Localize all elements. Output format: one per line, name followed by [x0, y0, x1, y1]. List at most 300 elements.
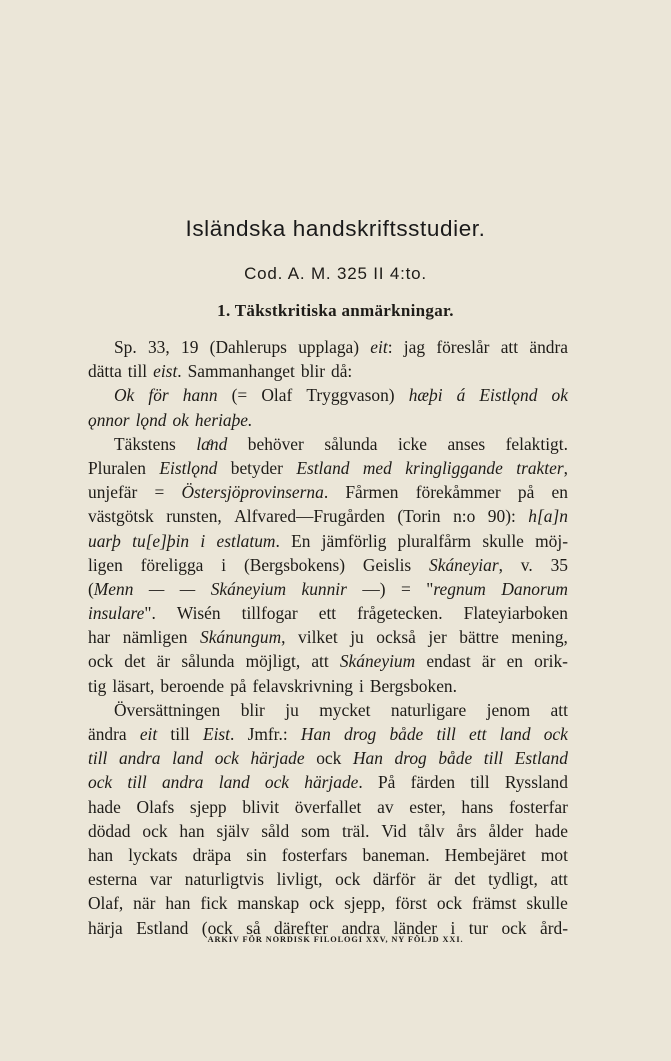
roman-text: hade	[535, 820, 568, 841]
word	[377, 795, 393, 819]
text-line	[88, 698, 568, 722]
word	[340, 649, 415, 673]
italic-text: ock	[264, 772, 290, 793]
word	[248, 432, 304, 456]
word	[185, 867, 264, 891]
word	[153, 359, 182, 383]
italic-text: —	[179, 578, 196, 599]
roman-text: jämförlig	[321, 530, 387, 551]
italic-text: både	[389, 724, 424, 744]
word	[500, 722, 531, 746]
word	[232, 383, 248, 407]
word	[552, 383, 568, 407]
word	[172, 408, 188, 432]
roman-text: 33,	[147, 337, 170, 357]
word	[282, 843, 348, 867]
word	[398, 529, 471, 553]
word	[88, 649, 113, 673]
word	[160, 674, 224, 698]
roman-text: icke	[397, 433, 427, 454]
word	[219, 770, 250, 794]
word	[359, 674, 364, 698]
roman-text: manskap	[237, 893, 300, 914]
word	[505, 770, 568, 794]
word	[246, 843, 266, 867]
italic-text: trakter	[516, 457, 564, 478]
word	[479, 383, 537, 407]
roman-text: Olafs	[136, 796, 175, 817]
word	[409, 383, 443, 407]
word	[301, 722, 331, 746]
word	[506, 432, 568, 456]
word	[482, 649, 496, 673]
roman-text: .	[358, 772, 363, 793]
word	[487, 698, 530, 722]
word	[357, 601, 442, 625]
word	[429, 553, 503, 577]
word	[409, 795, 445, 819]
word	[88, 867, 137, 891]
word	[464, 601, 568, 625]
word	[306, 383, 394, 407]
roman-text: blir	[240, 699, 265, 720]
roman-text: på	[517, 482, 535, 503]
italic-text: eit	[139, 724, 158, 744]
word	[453, 504, 475, 528]
text-line	[88, 383, 568, 407]
roman-text: ju	[285, 699, 299, 720]
word	[261, 819, 289, 843]
roman-text: Vid	[381, 820, 407, 841]
word	[472, 891, 516, 915]
word	[190, 795, 227, 819]
word	[216, 819, 249, 843]
word	[242, 795, 279, 819]
word	[401, 577, 411, 601]
roman-text: Fårmen	[345, 482, 399, 503]
text-line	[88, 359, 568, 383]
word	[461, 795, 493, 819]
roman-text: ock	[88, 651, 114, 672]
word	[217, 529, 280, 553]
roman-text: att	[550, 699, 568, 720]
word	[200, 625, 286, 649]
roman-text: en	[551, 482, 568, 503]
word	[551, 553, 568, 577]
roman-text: till	[127, 361, 148, 382]
word	[88, 819, 131, 843]
roman-text: det	[454, 869, 476, 890]
word	[389, 722, 423, 746]
word	[316, 746, 341, 770]
roman-text: ,	[281, 627, 286, 648]
italic-text: land	[499, 724, 531, 744]
word	[88, 553, 123, 577]
roman-text: fick	[200, 893, 228, 914]
italic-text: laͦnd	[196, 433, 228, 454]
roman-text: tig	[88, 675, 107, 696]
word	[378, 770, 395, 794]
roman-text: Flateyiarboken	[463, 603, 568, 624]
word	[188, 359, 295, 383]
roman-text: främst	[471, 893, 517, 914]
roman-text: ,	[563, 457, 568, 478]
word	[398, 432, 427, 456]
word	[112, 674, 154, 698]
word	[528, 504, 568, 528]
word	[196, 432, 227, 456]
text-line	[88, 504, 568, 528]
word	[426, 649, 470, 673]
word	[534, 649, 568, 673]
word	[324, 432, 377, 456]
word	[119, 746, 161, 770]
word	[509, 795, 568, 819]
roman-text: att	[311, 651, 329, 672]
word	[230, 674, 246, 698]
roman-text: blivit	[242, 796, 280, 817]
text-line	[88, 746, 568, 770]
roman-text: på	[230, 675, 247, 696]
roman-text: ock	[436, 893, 463, 914]
word	[311, 649, 328, 673]
text-line	[88, 819, 568, 843]
word	[456, 819, 476, 843]
roman-text: också	[376, 627, 416, 648]
word	[438, 746, 472, 770]
word	[298, 625, 338, 649]
roman-text: ock	[142, 820, 168, 841]
word	[370, 335, 392, 359]
word	[234, 504, 385, 528]
italic-text: —	[148, 578, 165, 599]
word	[88, 408, 130, 432]
roman-text: mening,	[511, 627, 568, 648]
roman-text: såld	[261, 820, 290, 841]
word	[436, 335, 489, 359]
text-line	[88, 770, 568, 794]
word	[165, 891, 190, 915]
word	[246, 649, 301, 673]
roman-text: mot	[540, 844, 568, 865]
word	[162, 770, 204, 794]
italic-text: Östersjöprovinserna	[181, 482, 324, 503]
italic-text: till	[127, 772, 147, 793]
word	[445, 843, 526, 867]
italic-text: ok	[172, 409, 189, 430]
word	[507, 649, 523, 673]
italic-text: hæþi	[408, 385, 443, 406]
word	[319, 698, 370, 722]
roman-text: esterna	[88, 869, 138, 890]
roman-text: möjligt,	[245, 651, 301, 672]
roman-text: livligt,	[276, 869, 323, 890]
roman-text: av	[377, 796, 394, 817]
roman-text: ock	[335, 869, 361, 890]
word	[261, 383, 292, 407]
roman-text: =	[154, 482, 165, 503]
roman-text: att	[500, 337, 519, 357]
word	[535, 529, 568, 553]
roman-text: Alfvared—Frugården	[234, 506, 385, 527]
text-line	[88, 577, 568, 601]
roman-text: betyder	[230, 457, 283, 478]
roman-text: anses	[447, 433, 486, 454]
word	[518, 480, 534, 504]
text-line	[88, 843, 568, 867]
roman-text: Bergsboken.	[369, 675, 457, 696]
roman-text: färden	[410, 772, 456, 793]
roman-text: orik-	[534, 651, 568, 672]
word	[544, 722, 568, 746]
word	[363, 553, 411, 577]
word	[447, 432, 485, 456]
word	[381, 819, 406, 843]
section-heading: 1. Täkstkritiska anmärkningar.	[217, 301, 454, 320]
word	[88, 601, 156, 625]
roman-text: Tryggvason)	[306, 385, 395, 406]
roman-text: är	[428, 869, 442, 890]
word	[183, 383, 218, 407]
roman-text: jag	[403, 337, 426, 357]
word	[154, 480, 164, 504]
italic-text: Ok	[114, 385, 135, 406]
roman-text: Wisén	[176, 603, 221, 624]
word	[301, 819, 330, 843]
word	[344, 891, 385, 915]
word	[181, 480, 328, 504]
roman-text: Geislis	[362, 554, 412, 575]
italic-text: till	[483, 748, 504, 769]
roman-text: =	[401, 578, 411, 599]
roman-text: (=	[231, 385, 248, 406]
roman-text: .	[177, 361, 182, 382]
italic-text: Skáneyiar	[429, 554, 499, 575]
word	[395, 746, 427, 770]
word	[469, 722, 486, 746]
italic-text: lǫnd	[135, 409, 167, 430]
italic-text: andra	[161, 772, 204, 793]
word	[488, 504, 516, 528]
word	[551, 698, 568, 722]
word	[142, 819, 167, 843]
italic-text: land	[172, 748, 204, 769]
roman-text: v.	[520, 554, 533, 575]
word	[166, 504, 222, 528]
word	[150, 867, 172, 891]
word	[170, 722, 189, 746]
italic-text: ock	[88, 772, 113, 793]
word	[179, 819, 204, 843]
roman-text: jenom	[486, 699, 531, 720]
roman-text: i	[450, 917, 456, 938]
roman-text: till	[170, 724, 190, 744]
word	[181, 335, 198, 359]
italic-text: h[a]n	[528, 506, 568, 527]
italic-text: land	[218, 772, 250, 793]
text-line	[88, 408, 568, 432]
word	[319, 601, 336, 625]
italic-text: eist	[153, 361, 178, 382]
word	[180, 577, 195, 601]
word	[253, 674, 353, 698]
italic-text: ock	[214, 748, 239, 769]
body-text	[88, 335, 568, 940]
word	[193, 843, 232, 867]
word	[437, 891, 462, 915]
word	[376, 625, 416, 649]
roman-text: förekåmmer	[415, 482, 501, 503]
roman-text: tillfogar	[241, 603, 298, 624]
word	[148, 335, 170, 359]
italic-text: Eistlǫnd	[159, 457, 218, 478]
roman-text: han	[88, 844, 114, 865]
word	[88, 722, 127, 746]
word	[411, 770, 455, 794]
text-line	[88, 335, 568, 359]
roman-text: 90):	[487, 506, 516, 527]
word	[296, 456, 349, 480]
word	[488, 819, 523, 843]
roman-text: andra	[341, 917, 381, 938]
italic-text: drog	[394, 748, 427, 769]
text-line	[88, 529, 568, 553]
text-line	[88, 649, 568, 673]
roman-text: :	[387, 337, 393, 357]
roman-text: ock	[309, 893, 335, 914]
word	[416, 480, 501, 504]
roman-text: föreslår	[436, 337, 490, 357]
word	[128, 843, 177, 867]
roman-text: runsten,	[166, 506, 222, 527]
roman-text: är	[481, 651, 496, 672]
roman-text: skulle	[482, 530, 524, 551]
roman-text: pluralfårm	[397, 530, 472, 551]
roman-text: behöver	[247, 433, 304, 454]
word	[128, 359, 147, 383]
word	[516, 456, 568, 480]
roman-text: n:o	[453, 506, 476, 527]
roman-text: Sammanhanget	[187, 361, 295, 382]
roman-text: naturligare	[390, 699, 467, 720]
roman-text: överfallet	[294, 796, 362, 817]
roman-text: .	[323, 482, 329, 503]
word	[454, 867, 475, 891]
roman-text: sålunda	[324, 433, 378, 454]
word	[88, 456, 146, 480]
word	[88, 359, 122, 383]
word	[157, 649, 171, 673]
roman-text: felavskrivning	[252, 675, 353, 696]
roman-text: dödad	[88, 820, 131, 841]
word	[88, 674, 106, 698]
italic-text: ok	[551, 385, 568, 406]
word	[123, 625, 188, 649]
word	[344, 722, 376, 746]
word	[309, 891, 334, 915]
italic-text: heriaþe.	[194, 409, 253, 430]
roman-text: ändra	[529, 337, 568, 357]
italic-text: för	[148, 385, 169, 406]
word	[242, 601, 298, 625]
roman-text: upplaga)	[298, 337, 360, 357]
roman-text: ård-	[540, 917, 568, 938]
roman-text: att	[550, 869, 568, 890]
roman-text: han	[179, 820, 205, 841]
word	[488, 867, 538, 891]
roman-text: har	[88, 627, 111, 648]
roman-text: sin	[246, 844, 267, 865]
roman-text: sjepp,	[344, 893, 386, 914]
word	[88, 843, 113, 867]
roman-text: är	[156, 651, 171, 672]
roman-text: Olaf,	[88, 893, 124, 914]
roman-text: felaktigt.	[505, 433, 568, 454]
word	[136, 408, 167, 432]
roman-text: sjepp	[189, 796, 227, 817]
roman-text: en	[506, 651, 523, 672]
text-line	[88, 553, 568, 577]
word	[418, 819, 444, 843]
word	[181, 649, 234, 673]
italic-text: kunnir	[301, 578, 347, 599]
word	[304, 770, 362, 794]
word	[148, 383, 168, 407]
roman-text: fosterfars	[281, 844, 348, 865]
word	[345, 480, 398, 504]
word	[124, 649, 145, 673]
word	[114, 383, 134, 407]
word	[88, 746, 107, 770]
word	[265, 770, 289, 794]
roman-text: sålunda	[181, 651, 235, 672]
roman-text: (	[88, 578, 94, 599]
italic-text: härjade	[250, 748, 305, 769]
roman-text: Hembejäret	[444, 844, 526, 865]
word	[159, 456, 217, 480]
roman-text: endast	[426, 651, 471, 672]
roman-text: i	[221, 554, 227, 575]
roman-text: beroende	[160, 675, 225, 696]
roman-text: till	[470, 772, 490, 793]
word	[436, 722, 455, 746]
word	[428, 867, 442, 891]
word	[426, 577, 486, 601]
word	[141, 553, 204, 577]
roman-text: hans	[461, 796, 494, 817]
roman-text: naturligtvis	[184, 869, 264, 890]
word	[362, 843, 429, 867]
roman-text: ester,	[409, 796, 446, 817]
word	[350, 625, 364, 649]
italic-text: regnum	[433, 578, 486, 599]
roman-text: dräpa	[192, 844, 232, 865]
roman-text: läsart,	[112, 675, 155, 696]
italic-text: Estland	[514, 748, 568, 769]
italic-text: hann	[182, 385, 218, 406]
roman-text: ju	[350, 627, 364, 648]
italic-text: till	[436, 724, 456, 744]
word	[457, 383, 466, 407]
word	[529, 335, 568, 359]
italic-text: Menn	[93, 578, 134, 599]
word	[277, 867, 323, 891]
text-line	[88, 674, 568, 698]
roman-text: då:	[331, 361, 353, 382]
word	[114, 698, 220, 722]
roman-text: mycket	[319, 699, 371, 720]
italic-text: ett	[469, 724, 487, 744]
